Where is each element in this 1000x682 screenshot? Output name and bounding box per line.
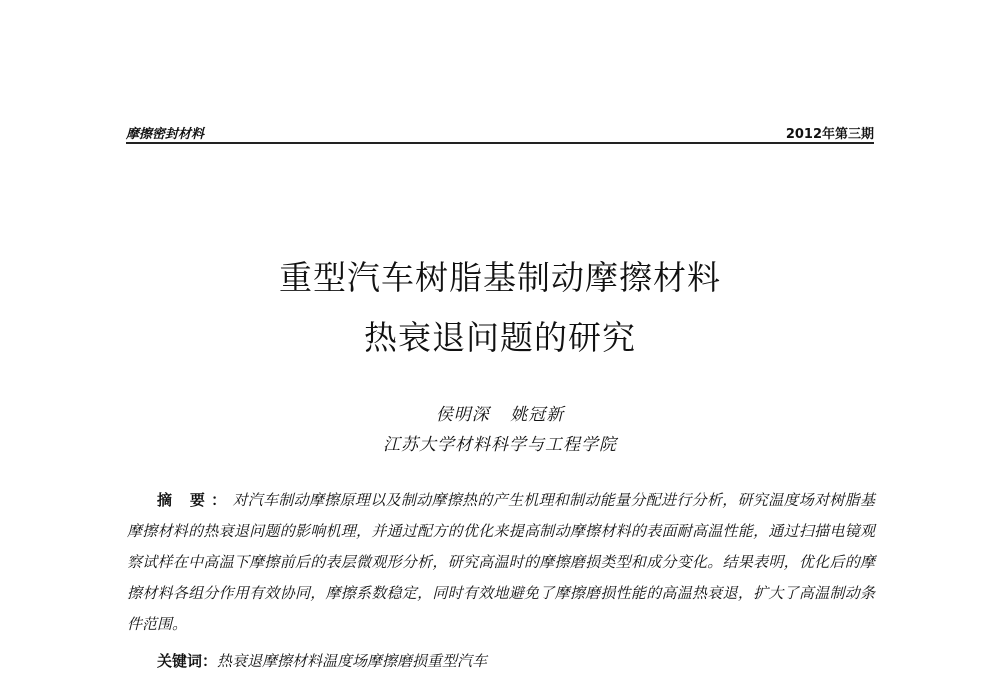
keywords-text: 热衰退摩擦材料温度场摩擦磨损重型汽车 bbox=[217, 652, 488, 670]
issue-label: 2012年第三期 bbox=[785, 127, 874, 142]
keywords-label: 关键词： bbox=[157, 652, 218, 670]
authors: 侯明深 姚冠新 bbox=[435, 405, 565, 425]
abstract-label: 摘 要： bbox=[157, 491, 233, 509]
abstract-text: 对汽车制动摩擦原理以及制动摩擦热的产生机理和制动能量分配进行分析，研究温度场对树脂基摩擦材料的热衰退问题的影响机理，并通过配方的优化来提高制动摩擦材料的表面耐高温性能，通过扫描电镜观察试样在中高温下摩擦前后的表层微观形分析，研究高温时的摩擦磨损类型和成分变化。结果表明，优化后的摩擦材料各组分作用有效协同，摩擦系数稳定，同时有效地避免了摩擦磨损性能的高温热衰退，扩大了高温制动条件范围。 bbox=[127, 491, 875, 633]
paper-title-line-2: 热衰退问题的研究 bbox=[364, 318, 636, 357]
paper-title-line-1: 重型汽车树脂基制动摩擦材料 bbox=[279, 258, 721, 297]
abstract bbox=[127, 485, 875, 640]
keywords bbox=[157, 650, 875, 671]
journal-name: 摩擦密封材料 bbox=[126, 127, 205, 142]
affiliation: 江苏大学材料科学与工程学院 bbox=[383, 435, 617, 455]
running-header bbox=[126, 120, 874, 144]
